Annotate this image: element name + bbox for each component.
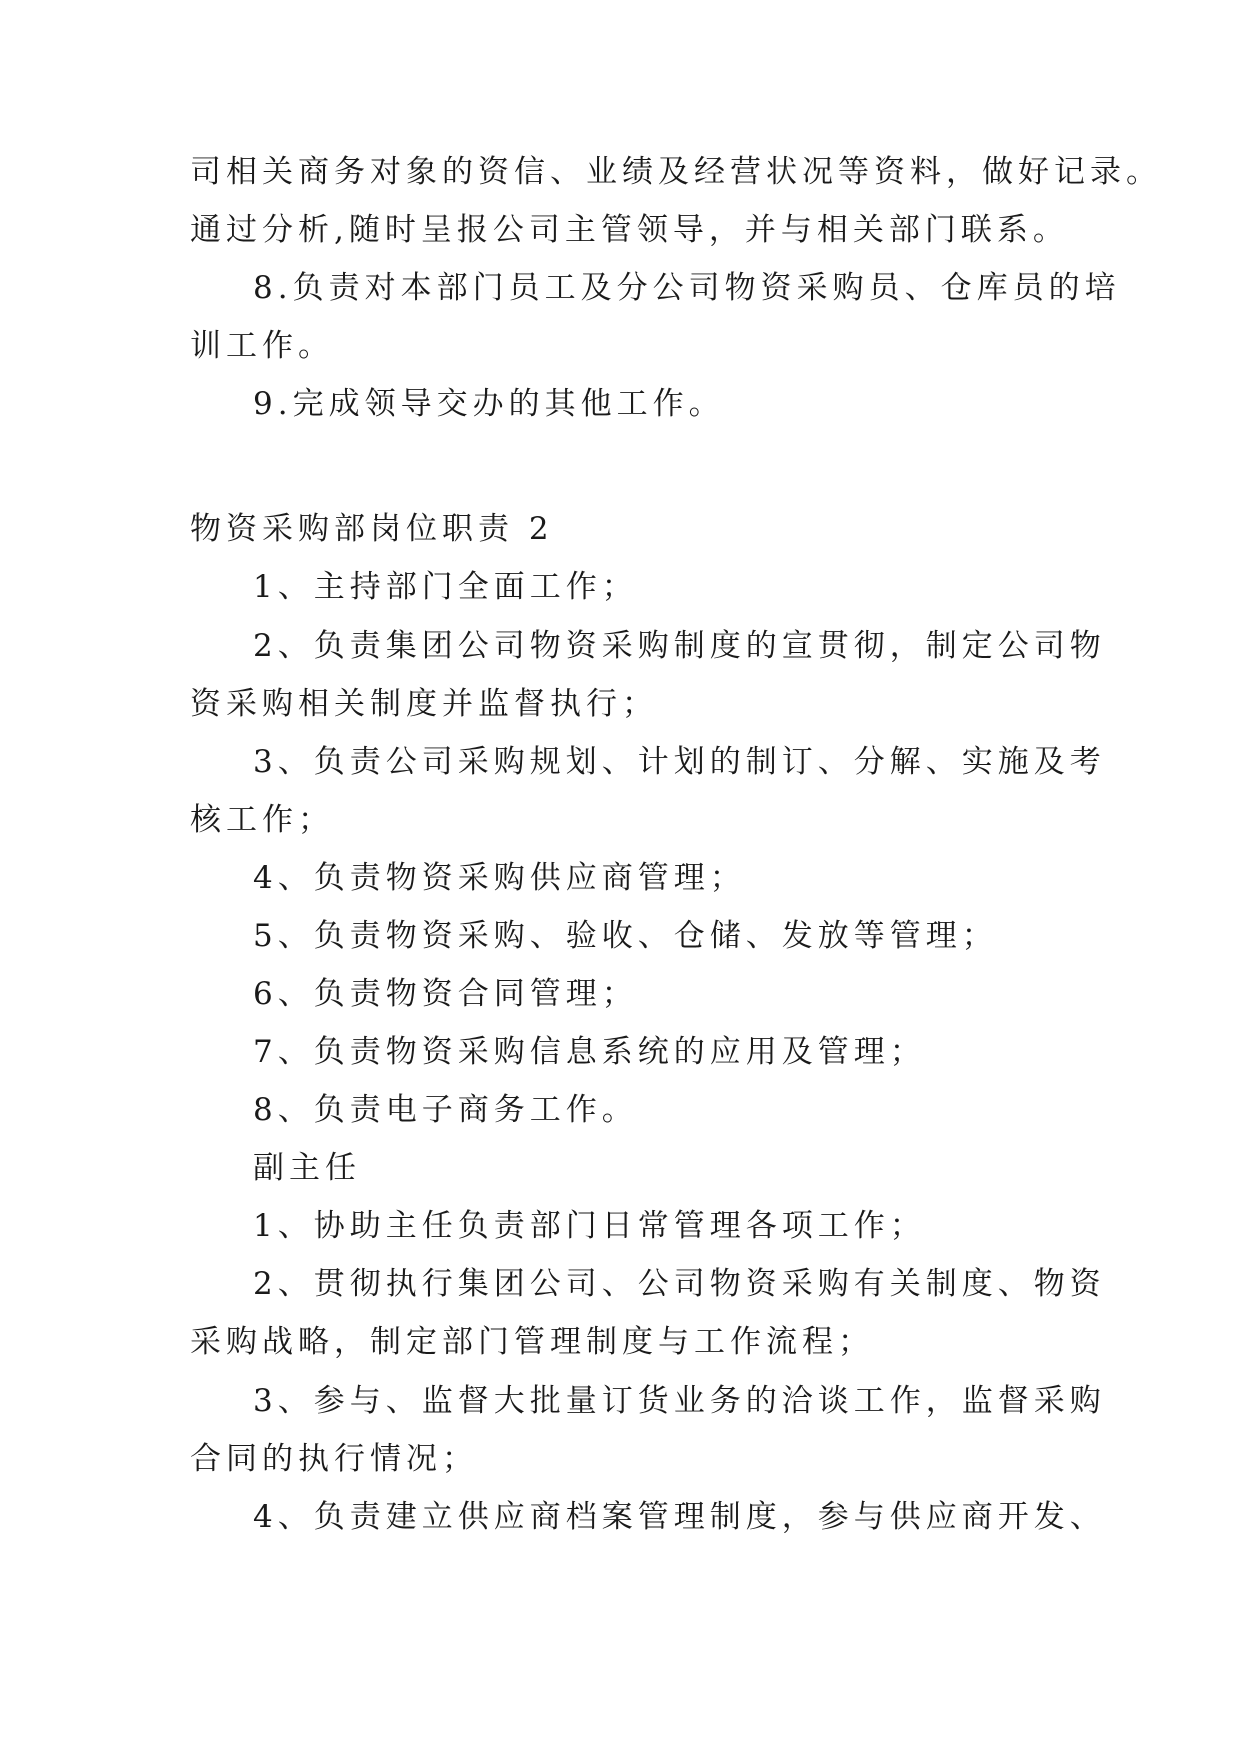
text-line: 8.负责对本部门员工及分公司物资采购员、仓库员的培	[253, 270, 1121, 306]
text-line: 9.完成领导交办的其他工作。	[253, 386, 725, 422]
text-line: 4、负责物资采购供应商管理；	[253, 860, 746, 896]
text-line: 合同的执行情况；	[190, 1441, 478, 1477]
text-line: 1、主持部门全面工作；	[253, 569, 638, 605]
text-line: 核工作；	[190, 802, 334, 838]
text-line: 7、负责物资采购信息系统的应用及管理；	[253, 1034, 926, 1070]
text-line: 司相关商务对象的资信、业绩及经营状况等资料，做好记录。	[190, 154, 1162, 190]
text-line: 采购战略，制定部门管理制度与工作流程；	[190, 1324, 874, 1360]
section-heading: 物资采购部岗位职责 2	[190, 511, 554, 547]
text-line: 8、负责电子商务工作。	[253, 1092, 638, 1128]
text-line: 训工作。	[190, 328, 334, 364]
text-line: 3、参与、监督大批量订货业务的洽谈工作，监督采购	[253, 1383, 1106, 1419]
text-line: 2、负责集团公司物资采购制度的宣贯彻，制定公司物	[253, 628, 1106, 664]
text-line: 通过分析,随时呈报公司主管领导，并与相关部门联系。	[190, 212, 1069, 248]
text-line: 资采购相关制度并监督执行；	[190, 686, 658, 722]
subheading: 副主任	[253, 1150, 361, 1186]
text-line: 1、协助主任负责部门日常管理各项工作；	[253, 1208, 926, 1244]
text-line: 6、负责物资合同管理；	[253, 976, 638, 1012]
text-line: 2、贯彻执行集团公司、公司物资采购有关制度、物资	[253, 1266, 1106, 1302]
text-line: 3、负责公司采购规划、计划的制订、分解、实施及考	[253, 744, 1106, 780]
text-line: 5、负责物资采购、验收、仓储、发放等管理；	[253, 918, 998, 954]
text-line: 4、负责建立供应商档案管理制度，参与供应商开发、	[253, 1499, 1106, 1535]
